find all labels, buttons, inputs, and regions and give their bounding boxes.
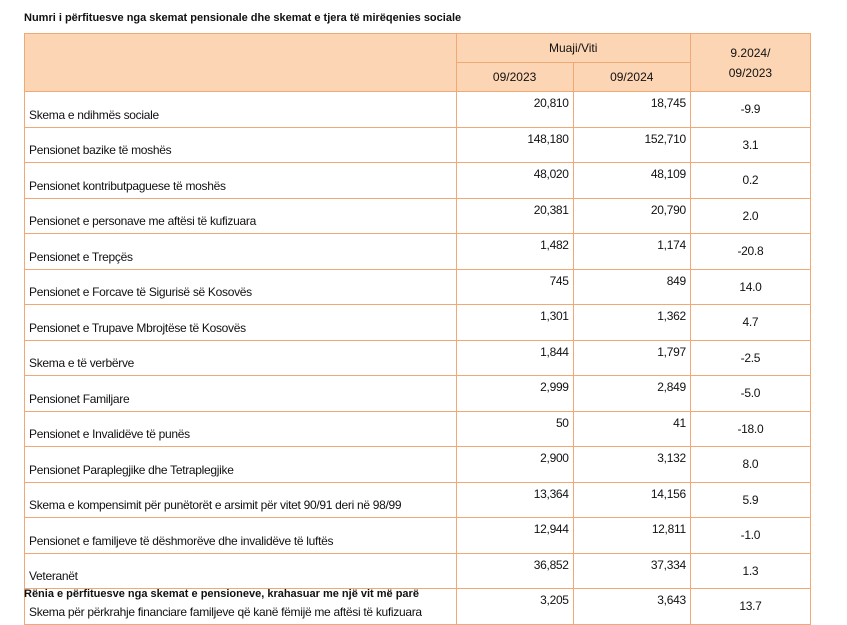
change-value: -5.0: [690, 376, 810, 412]
row-label: Pensionet bazike të moshës: [25, 127, 457, 163]
row-label: Pensionet Paraplegjike dhe Tetraplegjike: [25, 447, 457, 483]
header-empty-cell: [25, 34, 457, 92]
change-value: -2.5: [690, 340, 810, 376]
value-2024: 48,109: [573, 163, 690, 199]
table-row: [25, 269, 811, 305]
change-value: 14.0: [690, 269, 810, 305]
table-row: [25, 447, 811, 483]
change-value: -1.0: [690, 518, 810, 554]
change-value: 1.3: [690, 553, 810, 589]
value-2024: 2,849: [573, 376, 690, 412]
table-row: [25, 340, 811, 376]
value-2024: 849: [573, 269, 690, 305]
value-2023: 1,482: [456, 234, 573, 270]
value-2023: 20,381: [456, 198, 573, 234]
header-col-a: 09/2023: [456, 63, 573, 92]
value-2023: 148,180: [456, 127, 573, 163]
header-col-b: 09/2024: [573, 63, 690, 92]
table-row: [25, 553, 811, 589]
value-2024: 14,156: [573, 482, 690, 518]
table-row: [25, 163, 811, 199]
row-label: Pensionet e familjeve të dëshmorëve dhe invalidëve të luftës: [25, 518, 457, 554]
table-row: [25, 305, 811, 341]
row-label: Pensionet e Forcave të Sigurisë së Kosovës: [25, 269, 457, 305]
change-value: -9.9: [690, 92, 810, 128]
change-value: 2.0: [690, 198, 810, 234]
header-change-line2: 09/2023: [728, 65, 773, 80]
change-value: 0.2: [690, 163, 810, 199]
row-label: Skema e kompensimit për punëtorët e arsimit për vitet 90/91 deri në 98/99: [25, 482, 457, 518]
value-2023: 2,900: [456, 447, 573, 483]
change-value: 8.0: [690, 447, 810, 483]
table-row: [25, 198, 811, 234]
beneficiaries-table: [24, 33, 811, 625]
change-value: 3.1: [690, 127, 810, 163]
change-value: 5.9: [690, 482, 810, 518]
row-label: Veteranët: [25, 553, 457, 589]
table-body: [25, 92, 811, 625]
header-change-line1: 9.2024/: [730, 45, 771, 60]
row-label: Pensionet e Trupave Mbrojtëse të Kosovës: [25, 305, 457, 341]
value-2024: 18,745: [573, 92, 690, 128]
row-label: Pensionet e personave me aftësi të kufizuara: [25, 198, 457, 234]
table-row: [25, 127, 811, 163]
value-2024: 152,710: [573, 127, 690, 163]
value-2023: 20,810: [456, 92, 573, 128]
change-value: 13.7: [690, 589, 810, 625]
value-2023: 36,852: [456, 553, 573, 589]
table-title: Numri i përfituesve nga skemat pensionale dhe skemat e tjera të mirëqenies sociale: [24, 12, 462, 24]
value-2023: 745: [456, 269, 573, 305]
table-row: [25, 518, 811, 554]
table-row: [25, 376, 811, 412]
value-2023: 13,364: [456, 482, 573, 518]
row-label: Skema e të verbërve: [25, 340, 457, 376]
row-label: Skema e ndihmës sociale: [25, 92, 457, 128]
next-section-title: Rënia e përfituesve nga skemat e pensioneve, krahasuar me një vit më parë: [24, 588, 419, 600]
value-2024: 20,790: [573, 198, 690, 234]
value-2023: 50: [456, 411, 573, 447]
value-2024: 1,362: [573, 305, 690, 341]
value-2023: 12,944: [456, 518, 573, 554]
table-row: [25, 92, 811, 128]
change-value: 4.7: [690, 305, 810, 341]
change-value: -18.0: [690, 411, 810, 447]
value-2023: 1,844: [456, 340, 573, 376]
row-label: Pensionet e Trepçës: [25, 234, 457, 270]
value-2023: 3,205: [456, 589, 573, 625]
value-2023: 1,301: [456, 305, 573, 341]
table-row: [25, 234, 811, 270]
row-label: Skema për përkrahje financiare familjeve që kanë fëmijë me aftësi të kufizuara: [25, 589, 457, 625]
row-label: Pensionet kontributpaguese të moshës: [25, 163, 457, 199]
value-2024: 1,797: [573, 340, 690, 376]
header-change: [690, 34, 810, 92]
change-value: -20.8: [690, 234, 810, 270]
row-label: Pensionet Familjare: [25, 376, 457, 412]
table-row: [25, 411, 811, 447]
value-2023: 2,999: [456, 376, 573, 412]
value-2023: 48,020: [456, 163, 573, 199]
value-2024: 12,811: [573, 518, 690, 554]
value-2024: 41: [573, 411, 690, 447]
row-label: Pensionet e Invalidëve të punës: [25, 411, 457, 447]
header-month-year: Muaji/Viti: [456, 34, 690, 63]
table-row: [25, 482, 811, 518]
value-2024: 37,334: [573, 553, 690, 589]
value-2024: 1,174: [573, 234, 690, 270]
value-2024: 3,643: [573, 589, 690, 625]
value-2024: 3,132: [573, 447, 690, 483]
